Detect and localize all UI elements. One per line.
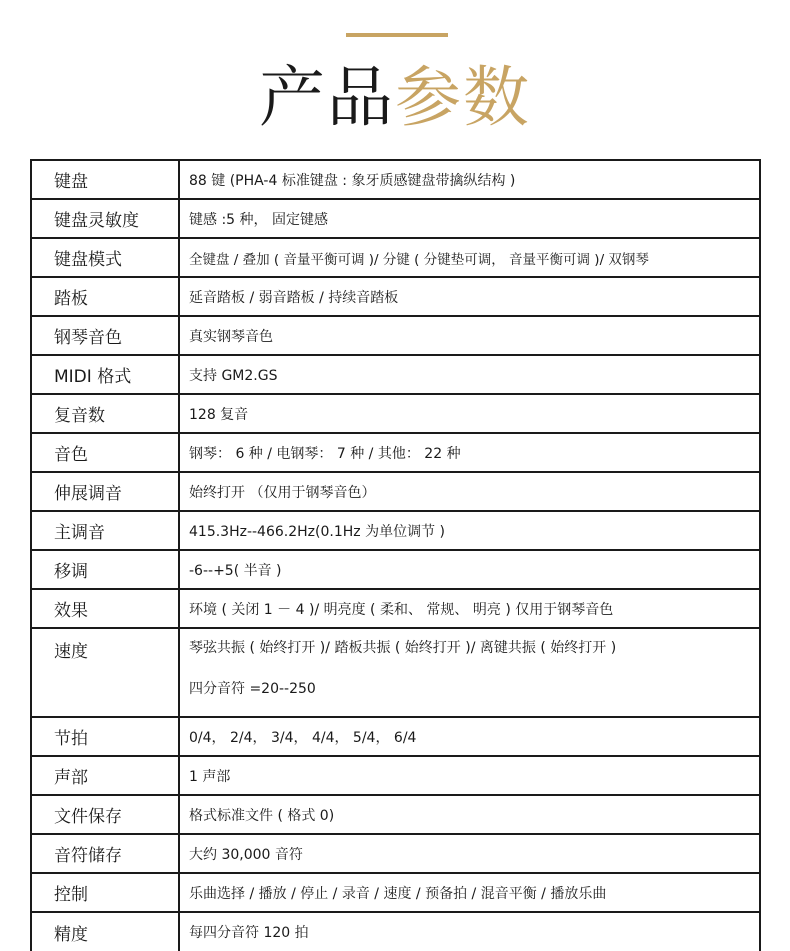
- spec-label: 键盘模式: [31, 238, 179, 277]
- spec-row: [31, 472, 760, 511]
- spec-label: 速度: [31, 628, 179, 717]
- spec-row: [31, 238, 760, 277]
- spec-value: 乐曲选择 / 播放 / 停止 / 录音 / 速度 / 预备拍 / 混音平衡 / 播放乐曲: [179, 873, 760, 912]
- spec-row: [31, 628, 760, 717]
- page-title: [0, 58, 790, 138]
- spec-label: 钢琴音色: [31, 316, 179, 355]
- spec-value: 始终打开 （仅用于钢琴音色）: [179, 472, 760, 511]
- spec-value: 格式标准文件 ( 格式 0): [179, 795, 760, 834]
- spec-value: 钢琴： 6 种 / 电钢琴： 7 种 / 其他： 22 种: [179, 433, 760, 472]
- spec-value: 支持 GM2.GS: [179, 355, 760, 394]
- spec-value: 环境 ( 关闭 1 － 4 )/ 明亮度 ( 柔和、 常规、 明亮 ) 仅用于钢琴音色: [179, 589, 760, 628]
- spec-value-multiline: [179, 628, 760, 717]
- spec-value: 1 声部: [179, 756, 760, 795]
- spec-row: [31, 717, 760, 756]
- spec-value: 全键盘 / 叠加 ( 音量平衡可调 )/ 分键 ( 分键垫可调， 音量平衡可调 )/ 双钢琴: [179, 238, 760, 277]
- spec-label: 移调: [31, 550, 179, 589]
- spec-value: 大约 30,000 音符: [179, 834, 760, 873]
- spec-row: [31, 394, 760, 433]
- spec-row: [31, 511, 760, 550]
- spec-row: [31, 912, 760, 951]
- spec-value: 415.3Hz--466.2Hz(0.1Hz 为单位调节 ): [179, 511, 760, 550]
- spec-label: 键盘: [31, 160, 179, 199]
- spec-value: 88 键 (PHA-4 标准键盘 : 象牙质感键盘带擒纵结构 ): [179, 160, 760, 199]
- spec-row: [31, 756, 760, 795]
- spec-row: [31, 277, 760, 316]
- spec-value-line: 四分音符 =20--250: [189, 681, 316, 697]
- spec-label: 复音数: [31, 394, 179, 433]
- spec-row: [31, 160, 760, 199]
- spec-row: [31, 795, 760, 834]
- spec-row: [31, 433, 760, 472]
- spec-row: [31, 355, 760, 394]
- spec-value: 键感 :5 种， 固定键感: [179, 199, 760, 238]
- spec-row: [31, 589, 760, 628]
- spec-value: 每四分音符 120 拍: [179, 912, 760, 951]
- spec-value: 128 复音: [179, 394, 760, 433]
- spec-row: [31, 316, 760, 355]
- spec-label: 伸展调音: [31, 472, 179, 511]
- spec-label: MIDI 格式: [31, 355, 179, 394]
- spec-row: [31, 834, 760, 873]
- spec-label: 精度: [31, 912, 179, 951]
- spec-label: 控制: [31, 873, 179, 912]
- spec-value: 真实钢琴音色: [179, 316, 760, 355]
- spec-value: 延音踏板 / 弱音踏板 / 持续音踏板: [179, 277, 760, 316]
- spec-value-line: 琴弦共振 ( 始终打开 )/ 踏板共振 ( 始终打开 )/ 离键共振 ( 始终打开 ): [189, 640, 617, 656]
- spec-label: 节拍: [31, 717, 179, 756]
- spec-label: 键盘灵敏度: [31, 199, 179, 238]
- spec-label: 效果: [31, 589, 179, 628]
- title-part-gold: 参数: [395, 59, 531, 136]
- spec-row: [31, 873, 760, 912]
- spec-label: 音符储存: [31, 834, 179, 873]
- title-accent-bar: [346, 33, 448, 37]
- spec-table: [30, 159, 761, 951]
- spec-label: 踏板: [31, 277, 179, 316]
- spec-row: [31, 199, 760, 238]
- spec-label: 主调音: [31, 511, 179, 550]
- spec-value: -6--+5( 半音 ): [179, 550, 760, 589]
- spec-label: 声部: [31, 756, 179, 795]
- spec-value: 0/4， 2/4， 3/4， 4/4， 5/4， 6/4: [179, 717, 760, 756]
- title-part-dark: 产品: [259, 59, 395, 136]
- spec-row: [31, 550, 760, 589]
- spec-label: 音色: [31, 433, 179, 472]
- spec-label: 文件保存: [31, 795, 179, 834]
